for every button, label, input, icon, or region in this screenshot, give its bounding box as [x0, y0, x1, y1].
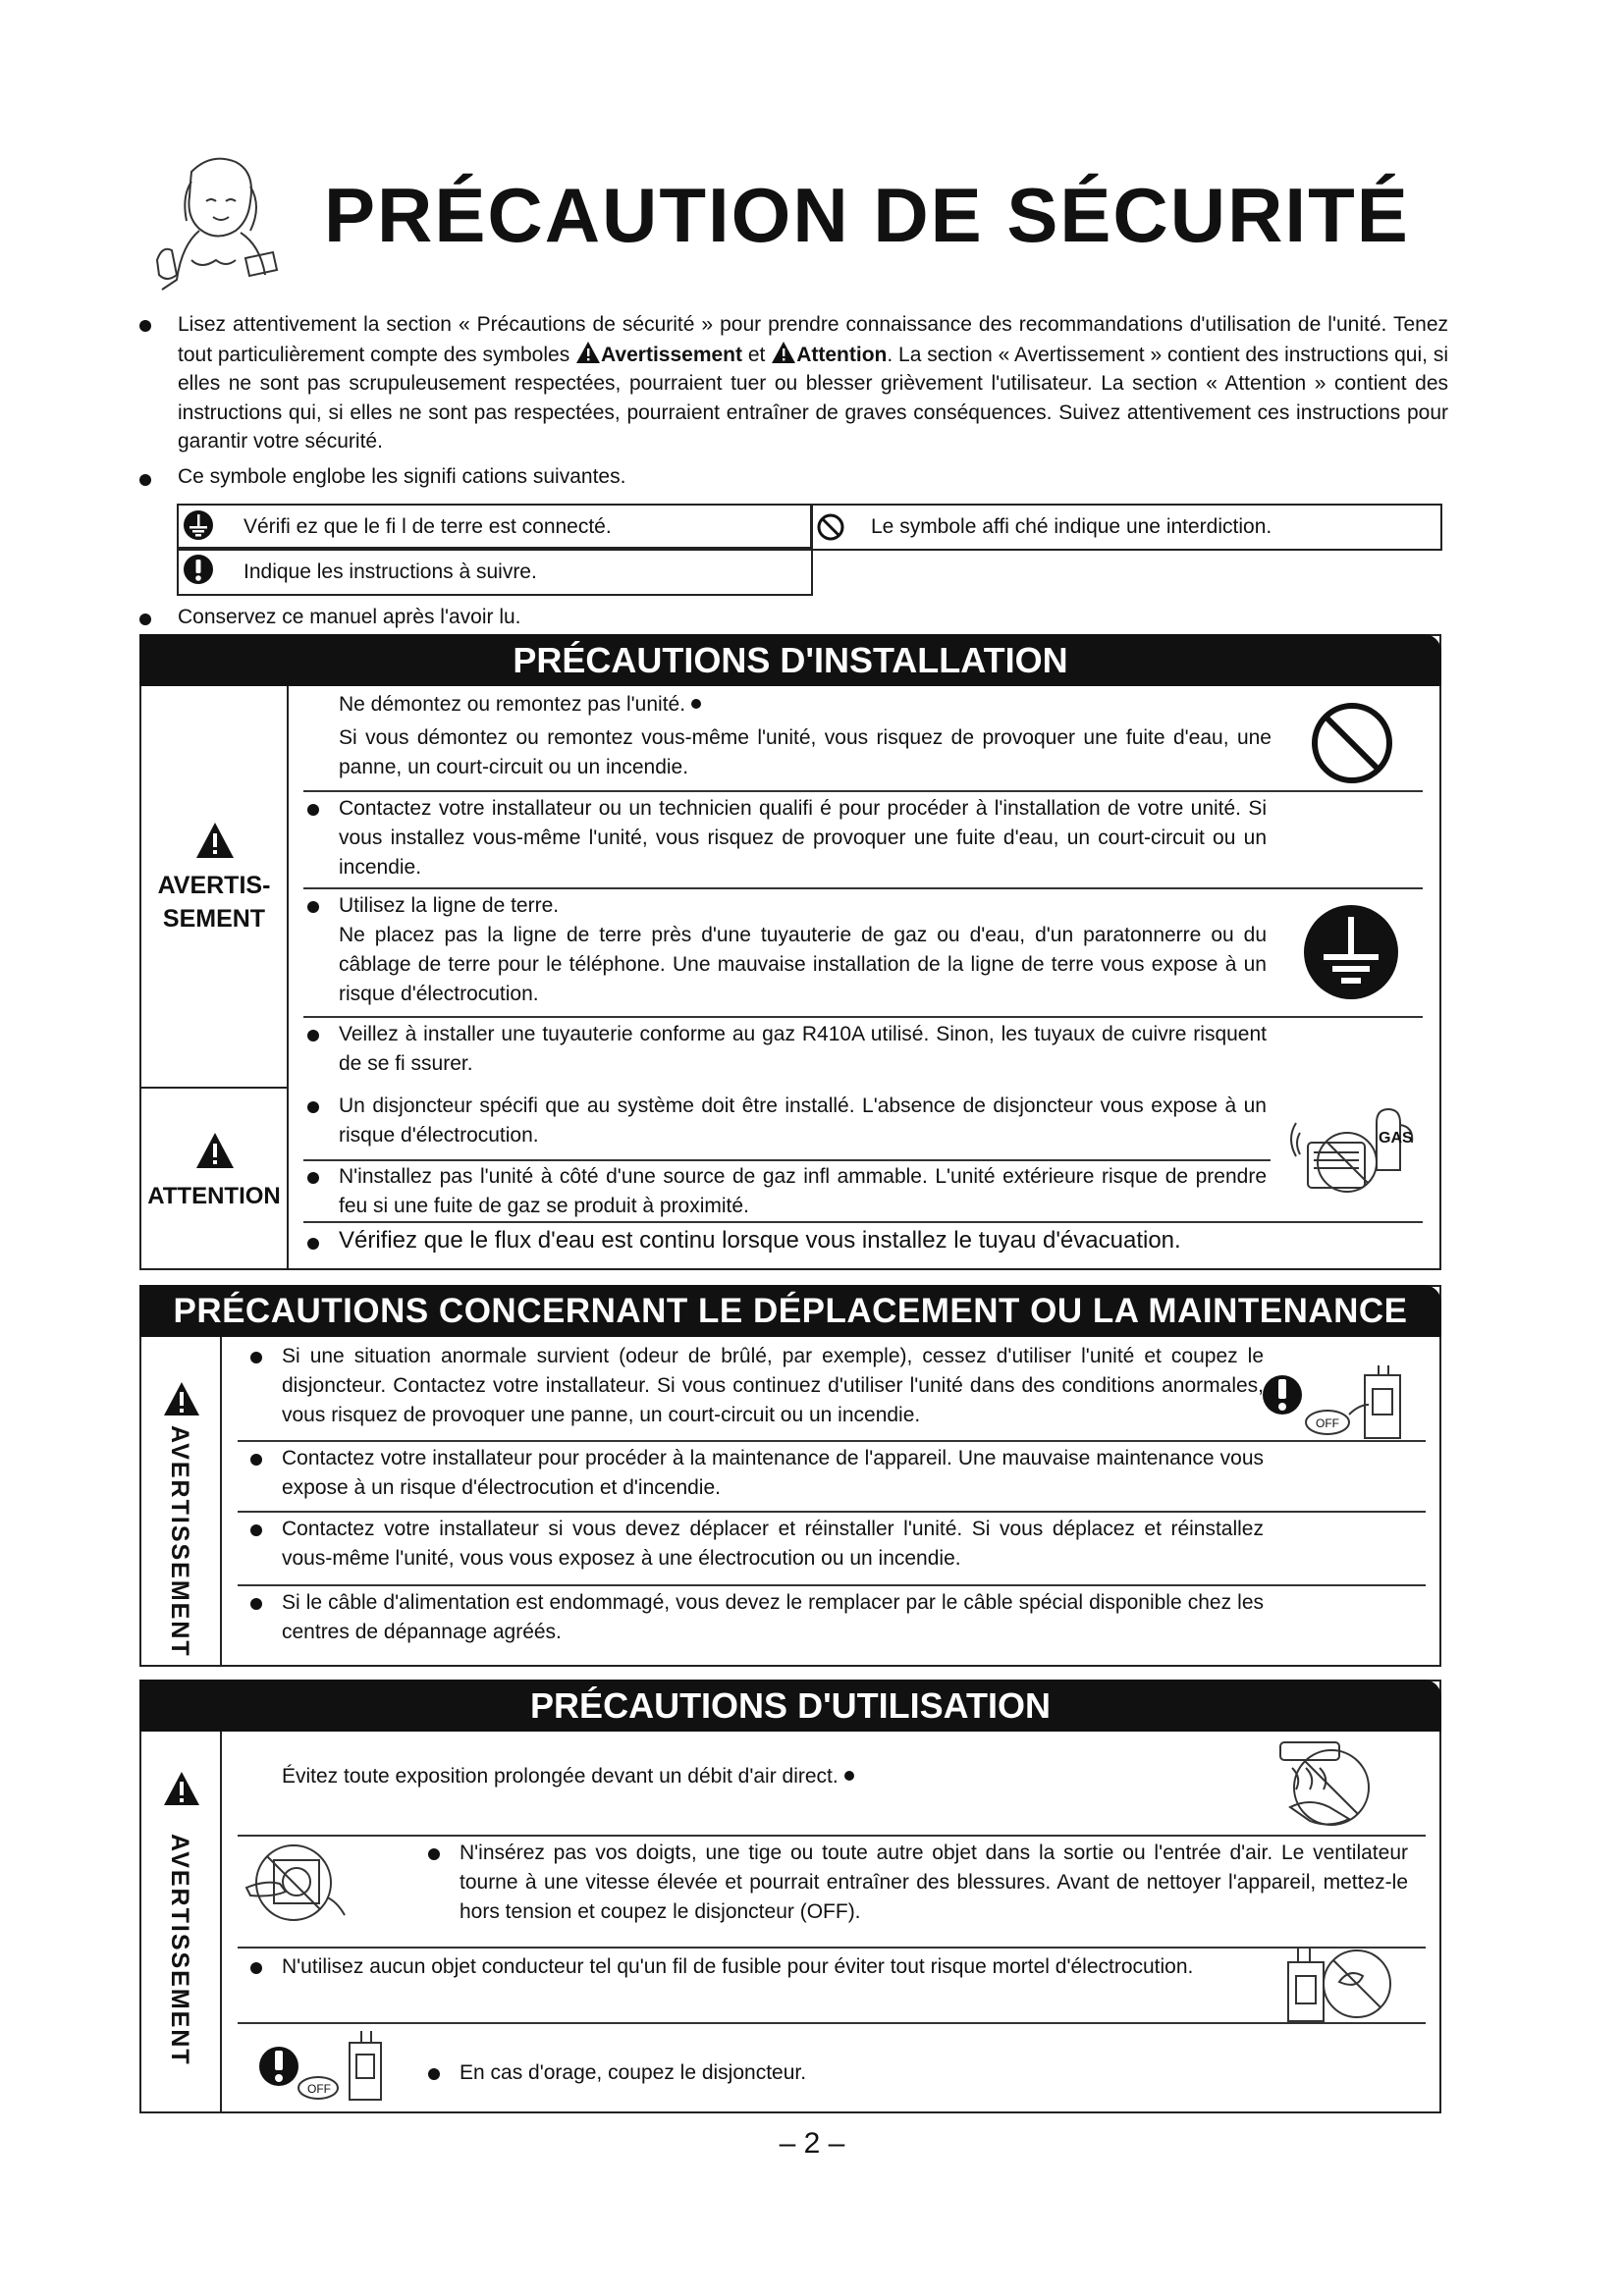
warning-label: AVERTIS- SEMENT [157, 872, 271, 933]
breaker-off-icon [1263, 1356, 1410, 1444]
off-label: OFF [1316, 1416, 1339, 1430]
warning-item-r410a: Veillez à installer une tuyauterie conforme au gaz R410A utilisé. Sinon, les tuyaux de cuivre risquent de se fi ssurer. [339, 1020, 1267, 1079]
attention-triangle-icon [771, 340, 796, 365]
keep-manual-note: Conservez ce manuel après l'avoir lu. [142, 603, 1448, 632]
gas-hazard-icon [1290, 1094, 1428, 1201]
prohibit-symbol-icon [817, 513, 844, 541]
gas-label: GAS [1379, 1130, 1413, 1147]
page-title: PRÉCAUTION DE SÉCURITÉ [324, 172, 1410, 258]
no-direct-airflow-icon [1272, 1738, 1390, 1832]
maintenance-item-service: Contactez votre installateur pour procéder à la maintenance de l'appareil. Une mauvaise maintenance vous expose à un risque d'électrocution et d'incendie. [282, 1444, 1264, 1503]
no-fuse-wire-icon [1280, 1943, 1398, 2031]
maintenance-item-abnormal: Si une situation anormale survient (odeur de brûlé, par exemple), cessez d'utiliser l'unité et coupez le disjoncteur. Contactez votre installateur. Si vous continuez d'utiliser l'unité dans des conditions anormales, vous risquez de provoquer une panne, un court-circuit ou un incendie. [282, 1342, 1264, 1430]
warning-item-ground-line: Utilisez la ligne de terre. Ne placez pas la ligne de terre près d'une tuyauterie de gaz ou d'eau, d'un paratonnerre ou du câblage de terre pour le téléphone. Une mauvaise installation de la ligne de terre vous expose à un risque d'électrocution. [339, 891, 1267, 1009]
warning-vertical-label: AVERTISSEMENT [166, 1425, 193, 1658]
installation-attention-column [141, 1089, 289, 1270]
intro-paragraph: Lisez attentivement la section « Précautions de sécurité » pour prendre connaissance des recommandations d'utilisation de l'unité. Tenez tout particulièrement compte des symboles Avertissement et Attention. La section « Avertissement » contient des instructions qui, si elles ne sont pas scrupuleusement respectées, pourraient tuer ou blesser grièvement l'utilisateur. La section « Attention » contient des instructions qui, si elles ne sont pas respectées, pourraient entraîner de graves conséquences. Suivez attentivement ces instructions pour garantir votre sécurité. [142, 310, 1448, 456]
maintenance-section [139, 1285, 1441, 1667]
ground-symbol-icon [183, 509, 214, 541]
warning-triangle-icon [195, 822, 235, 859]
symbols-intro: Ce symbole englobe les signifi cations suivantes. [142, 462, 1448, 492]
warning-item-installer: Contactez votre installateur ou un technicien qualifi é pour procéder à l'installation de votre unité. Si vous installez vous-même l'unité, vous risquez de provoquer une fuite d'eau, un court-circuit ou un incendie. [339, 794, 1267, 882]
warning-item-disassemble: Ne démontez ou remontez pas l'unité. Si vous démontez ou remontez vous-même l'unité, vous risquez de provoquer une fuite d'eau, une panne, un court-circuit ou un incendie. [339, 693, 1272, 778]
maintenance-item-relocation: Contactez votre installateur si vous devez déplacer et réinstaller l'unité. Si vous déplacez et réinstallez vous-même l'unité, vous vous exposez à une électrocution ou un incendie. [282, 1515, 1264, 1574]
utilisation-warning-column [141, 1732, 222, 2113]
utilisation-header: PRÉCAUTIONS D'UTILISATION [139, 1680, 1441, 1732]
utilisation-section [139, 1680, 1441, 2113]
attention-item-breaker: Un disjoncteur spécifi que au système doit être installé. L'absence de disjoncteur vous expose à un risque d'électrocution. [339, 1092, 1267, 1150]
utilisation-item-storm: En cas d'orage, coupez le disjoncteur. [460, 2058, 1343, 2088]
symbol-prohibit-cell: Le symbole affi ché indique une interdiction. [810, 504, 1442, 551]
warning-triangle-icon [575, 340, 601, 365]
symbol-instruction-cell: Indique les instructions à suivre. [177, 547, 813, 596]
maintenance-header: PRÉCAUTIONS CONCERNANT LE DÉPLACEMENT OU LA MAINTENANCE [139, 1285, 1441, 1337]
installation-section [139, 634, 1441, 1270]
attention-triangle-icon [195, 1132, 235, 1169]
utilisation-item-fingers: N'insérez pas vos doigts, une tige ou toute autre objet dans la sortie ou l'entrée d'air. Le ventilateur tourne à une vitesse élevée et pourrait entraîner des blessures. Avant de nettoyer l'appareil, mettez-le hors tension et coupez le disjoncteur (OFF). [460, 1839, 1408, 1927]
prohibit-symbol-icon [1310, 701, 1394, 785]
warning-keyword: Avertissement [601, 343, 743, 366]
warning-triangle-icon [163, 1771, 200, 1806]
breaker-off-icon [259, 2027, 387, 2106]
installation-header: PRÉCAUTIONS D'INSTALLATION [139, 634, 1441, 686]
warning-triangle-icon [163, 1381, 200, 1416]
attention-label: ATTENTION [147, 1183, 281, 1209]
attention-item-drain: Vérifiez que le flux d'eau est continu lorsque vous installez le tuyau d'évacuation. [339, 1225, 1419, 1256]
maintenance-warning-column [141, 1337, 222, 1667]
warning-vertical-label: AVERTISSEMENT [166, 1834, 193, 2066]
page-number: – 2 – [779, 2127, 845, 2160]
utilisation-item-fuse-wire: N'utilisez aucun objet conducteur tel qu'un fil de fusible pour éviter tout risque mortel d'électrocution. [282, 1952, 1264, 1982]
installation-warning-column [141, 686, 289, 1089]
utilisation-item-airflow: Évitez toute exposition prolongée devant un débit d'air direct. [282, 1762, 1165, 1791]
attention-keyword: Attention [796, 343, 888, 366]
no-fingers-fan-icon [244, 1839, 354, 1927]
lady-illustration-icon [152, 152, 285, 299]
attention-item-gas: N'installez pas l'unité à côté d'une source de gaz infl ammable. L'unité extérieure risque de prendre feu si une fuite de gaz se produit à proximité. [339, 1162, 1267, 1221]
symbol-ground-cell: Vérifi ez que le fi l de terre est connecté. [177, 504, 813, 551]
off-label: OFF [307, 2082, 331, 2096]
maintenance-item-power-cable: Si le câble d'alimentation est endommagé, vous devez le remplacer par le câble spécial disponible chez les centres de dépannage agréés. [282, 1588, 1264, 1647]
ground-symbol-icon [1302, 903, 1400, 1001]
instruction-symbol-icon [183, 554, 214, 585]
